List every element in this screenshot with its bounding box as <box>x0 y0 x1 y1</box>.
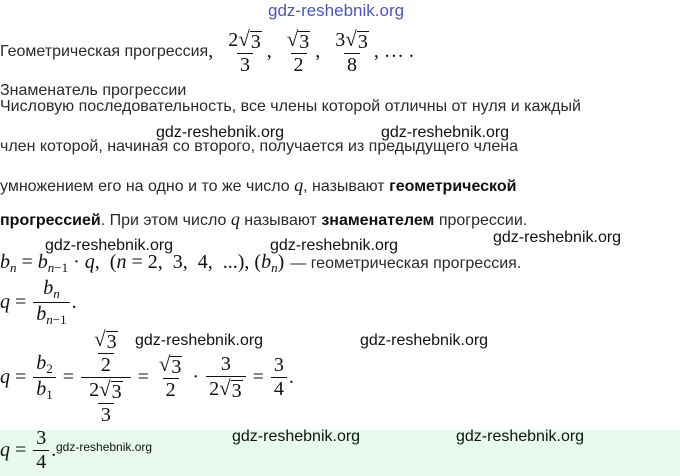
computation-formula: q = $\frac{b_2}{b_1}$ = √ 3 2 2 √ 3 3 = √ 3 2 · 3 2 √ 3 = $\frac{3}{4}$ . <box>0 326 294 426</box>
watermark: gdz-reshebnik.org <box>135 332 264 349</box>
watermark: gdz-reshebnik.org <box>456 428 585 445</box>
term-3: 3 √ 3 8 <box>335 26 368 76</box>
definition-line-2: член которой, начиная со второго, получается из предыдущего члена <box>0 138 518 155</box>
term-2: √ 3 2 <box>286 26 310 76</box>
definition-line-4: прогрессией. При этом число q называют знаменателем прогрессии. <box>0 209 528 229</box>
watermark-top: gdz-reshebnik.org <box>268 1 405 20</box>
answer-formula: q = $\frac{3}{4}$ . <box>0 427 57 473</box>
recurrence-formula: $b_n = b_{n-1} \cdot q$, (n = 2, 3, 4, ...), $(b_n)$ — геометрическая прогрессия. <box>0 251 522 275</box>
watermark: gdz-reshebnik.org <box>493 229 622 246</box>
watermark: gdz-reshebnik.org <box>45 237 174 254</box>
watermark: gdz-reshebnik.org <box>270 237 399 254</box>
definition-line-3: умножением его на одно и то же число q, называют геометрической <box>0 175 517 195</box>
watermark: gdz-reshebnik.org <box>56 440 153 454</box>
watermark: gdz-reshebnik.org <box>360 332 489 349</box>
progression-terms: , 2 √ 3 3 , √ 3 2 , 3 √ 3 8 , … . <box>208 26 414 76</box>
definition-line-1: Числовую последовательность, все члены которой отличны от нуля и каждый <box>0 98 581 115</box>
term-1: 2 √ 3 3 <box>228 26 261 76</box>
cut-heading: Знаменатель прогрессии <box>0 82 187 99</box>
progression-label: Геометрическая прогрессия <box>0 43 209 60</box>
ratio-formula: q = $\frac{b_n}{b_{n-1}}$ . <box>0 277 77 327</box>
progression-line <box>0 25 414 79</box>
watermark: gdz-reshebnik.org <box>156 124 285 141</box>
watermark: gdz-reshebnik.org <box>381 124 510 141</box>
watermark: gdz-reshebnik.org <box>232 428 361 445</box>
